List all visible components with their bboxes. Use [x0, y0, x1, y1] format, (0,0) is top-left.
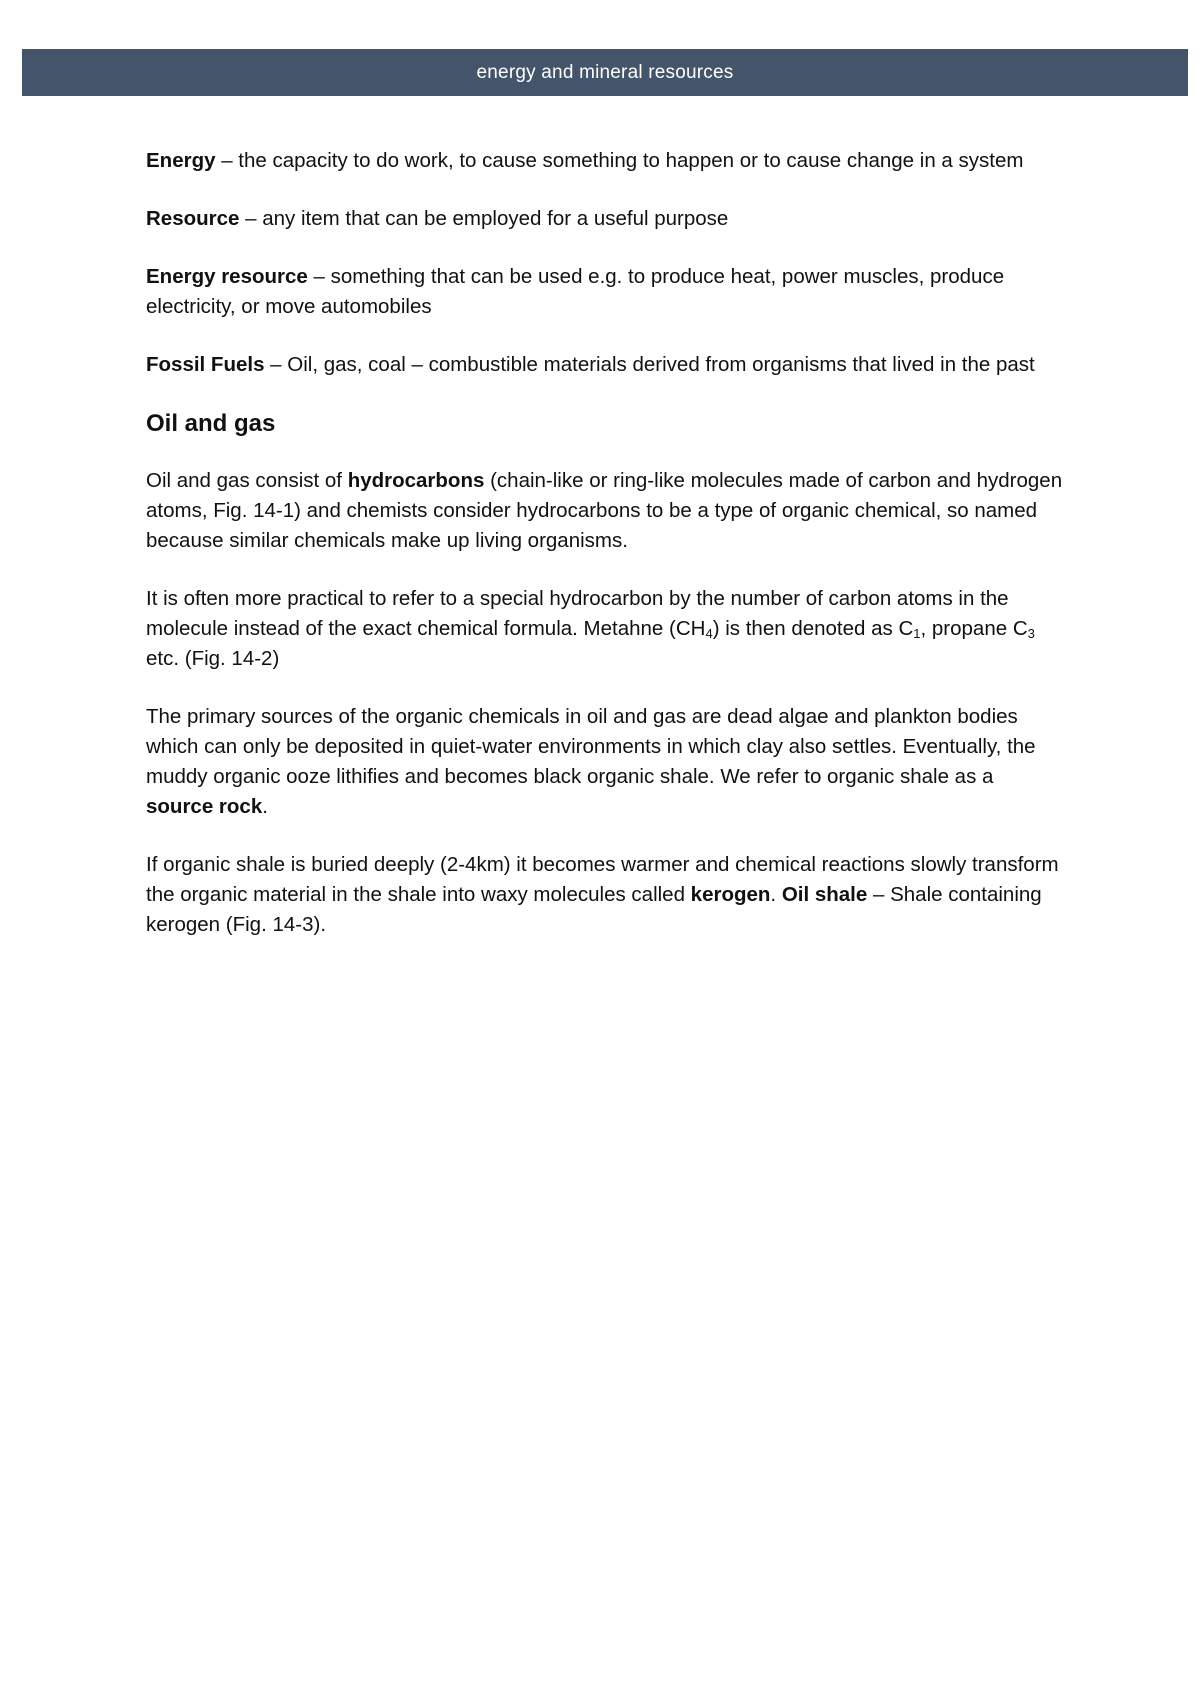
definition-energy [146, 146, 1066, 176]
definition-term: Fossil Fuels [146, 353, 265, 376]
definition-term: Energy resource [146, 265, 308, 288]
bold-term: hydrocarbons [347, 469, 485, 492]
definition-text: – Oil, gas, coal – combustible materials derived from organisms that lived in the past [264, 353, 1035, 376]
text-run: ) is then denoted as C [712, 617, 914, 640]
text-run: (chain-like or ring-like molecules made of carbon and hydrogen atoms, Fig. 14-1) and chemists consider hydrocarbons to be a type of organic chemical, so named because similar chemicals make up living organisms. [146, 469, 1063, 552]
definition-term: Energy [146, 149, 216, 172]
text-run: , propane C [920, 617, 1028, 640]
definition-energy-resource [146, 262, 1066, 322]
definition-text: – any item that can be employed for a useful purpose [239, 207, 729, 230]
paragraph-carbon-notation [146, 584, 1066, 674]
definition-resource [146, 204, 1066, 234]
paragraph-hydrocarbons [146, 466, 1066, 556]
text-run: etc. (Fig. 14-2) [146, 647, 280, 670]
text-run: Oil and gas consist of [146, 469, 348, 492]
page-header [22, 49, 1188, 96]
paragraph-source-rock [146, 702, 1066, 822]
definition-text: – the capacity to do work, to cause something to happen or to cause change in a system [215, 149, 1024, 172]
definition-text: – something that can be used e.g. to produce heat, power muscles, produce electricity, or move automobiles [146, 265, 1005, 318]
subscript: 4 [705, 626, 713, 641]
section-heading: Oil and gas [146, 410, 276, 437]
definition-term: Resource [146, 207, 240, 230]
text-run: . [262, 795, 268, 818]
text-run: . [770, 883, 782, 906]
paragraph-kerogen [146, 850, 1066, 940]
subscript: 3 [1027, 626, 1035, 641]
document-body [146, 146, 1066, 968]
bold-term: kerogen [690, 883, 771, 906]
bold-term: Oil shale [781, 883, 868, 906]
text-run: It is often more practical to refer to a special hydrocarbon by the number of carbon atoms in the molecule instead of the exact chemical formula. Metahne (CH [146, 587, 1009, 640]
bold-term: source rock [146, 795, 263, 818]
text-run: – Shale containing kerogen (Fig. 14-3). [146, 883, 1042, 936]
text-run: The primary sources of the organic chemicals in oil and gas are dead algae and plankton bodies which can only be deposited in quiet-water environments in which clay also settles. Eventually, the muddy organic ooze lithifies and becomes black organic shale. We refer to organic shale as a [146, 705, 1036, 788]
subscript: 1 [913, 626, 921, 641]
header-title: energy and mineral resources [476, 61, 734, 83]
definition-fossil-fuels [146, 350, 1066, 380]
text-run: If organic shale is buried deeply (2-4km) it becomes warmer and chemical reactions slowly transform the organic material in the shale into waxy molecules called [146, 853, 1059, 906]
